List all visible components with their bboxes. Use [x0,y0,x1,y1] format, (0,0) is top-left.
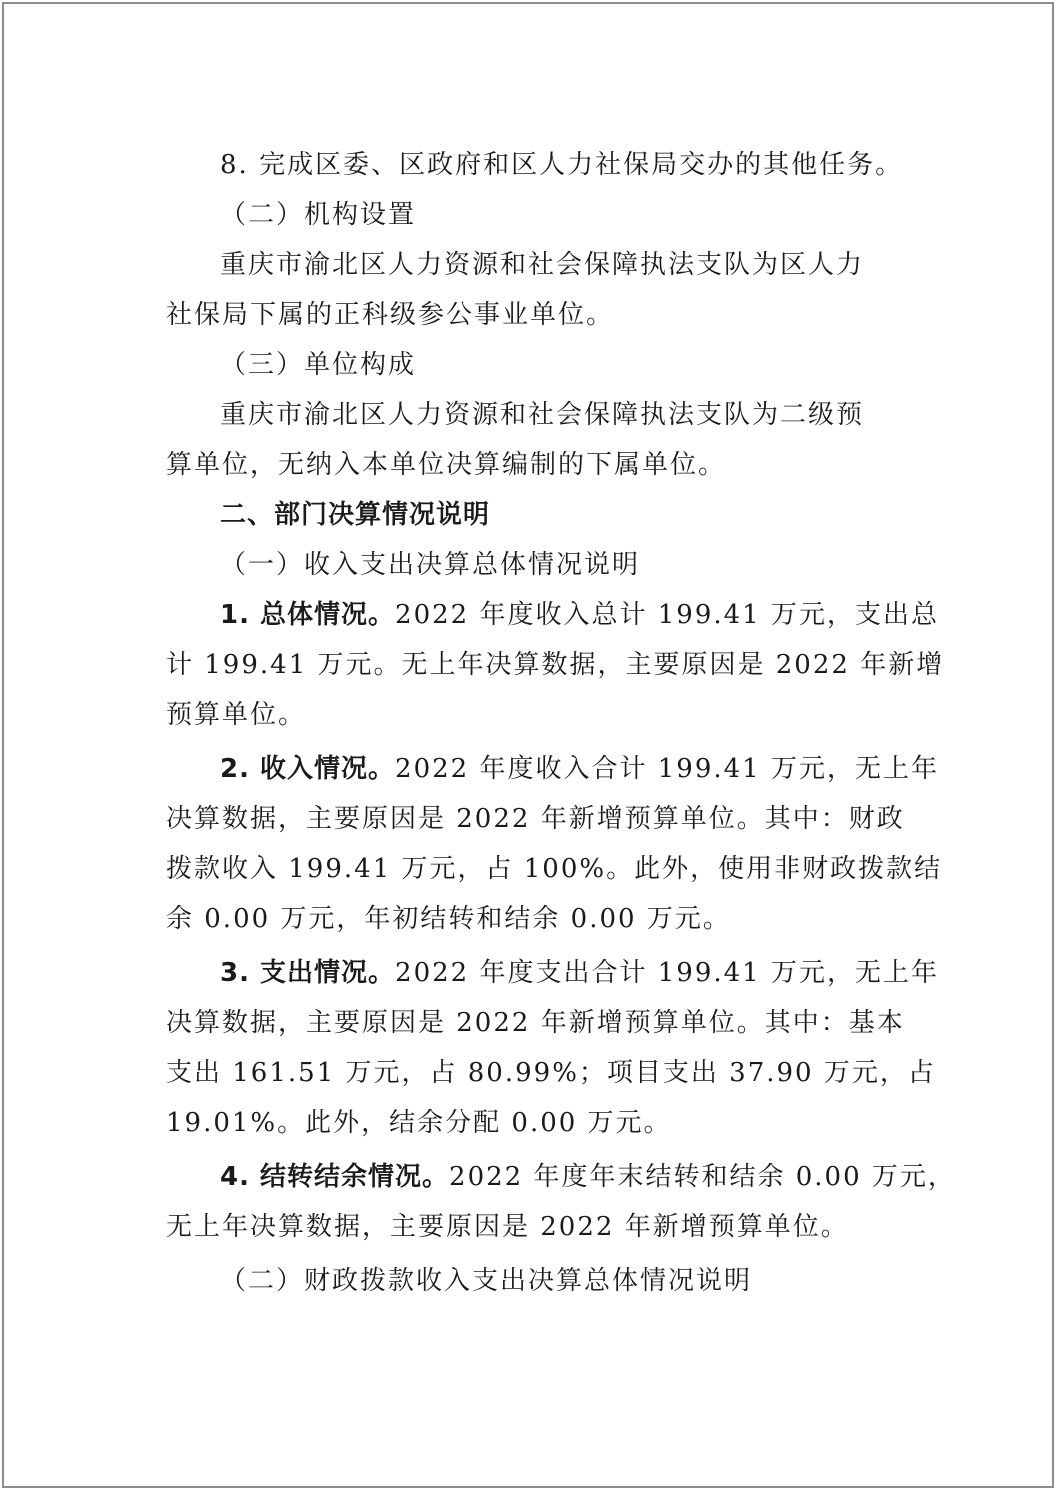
paragraph-task-8: 8. 完成区委、区政府和区人力社保局交办的其他任务。 [220,150,904,180]
text-overall: 2022 年度收入总计 199.41 万元，支出总 [395,600,939,630]
paragraph-org-setup-line2: 社保局下属的正科级参公事业单位。 [166,300,615,330]
paragraph-expense-line4: 19.01%。此外，结余分配 0.00 万元。 [166,1108,672,1138]
paragraph-income-line2: 决算数据，主要原因是 2022 年新增预算单位。其中：财政 [166,804,905,834]
paragraph-expense-line3: 支出 161.51 万元，占 80.99%；项目支出 37.90 万元，占 [166,1058,936,1088]
paragraph-org-setup-line1: 重庆市渝北区人力资源和社会保障执法支队为区人力 [220,250,865,280]
paragraph-income-line1 [166,744,939,794]
paragraph-overall-line3: 预算单位。 [166,700,307,730]
label-income: 2. 收入情况。 [220,754,396,784]
subheading-overall-income-expense: （一）收入支出决算总体情况说明 [220,550,641,580]
subheading-unit-composition: （三）单位构成 [220,350,417,380]
paragraph-expense-line2: 决算数据，主要原因是 2022 年新增预算单位。其中：基本 [166,1008,905,1038]
label-expense: 3. 支出情况。 [220,958,396,988]
label-carryover: 4. 结转结余情况。 [220,1162,450,1192]
paragraph-carryover-line2: 无上年决算数据，主要原因是 2022 年新增预算单位。 [166,1212,849,1242]
paragraph-income-line3: 拨款收入 199.41 万元，占 100%。此外，使用非财政拨款结 [166,854,943,884]
paragraph-unit-composition-line2: 算单位，无纳入本单位决算编制的下属单位。 [166,450,727,480]
subheading-org-setup: （二）机构设置 [220,200,417,230]
text-expense: 2022 年度支出合计 199.41 万元，无上年 [395,958,939,988]
section-heading-final-accounts: 二、部门决算情况说明 [220,500,491,530]
paragraph-carryover-line1 [166,1152,956,1202]
document-body [166,140,956,1306]
text-carryover: 2022 年度年末结转和结余 0.00 万元， [449,1162,956,1192]
text-income: 2022 年度收入合计 199.41 万元，无上年 [395,754,939,784]
paragraph-expense-line1 [166,948,939,998]
paragraph-overall-line2: 计 199.41 万元。无上年决算数据，主要原因是 2022 年新增 [166,650,945,680]
paragraph-income-line4: 余 0.00 万元，年初结转和结余 0.00 万元。 [166,904,731,934]
paragraph-unit-composition-line1: 重庆市渝北区人力资源和社会保障执法支队为二级预 [220,400,865,430]
paragraph-overall-line1 [166,590,939,640]
label-overall: 1. 总体情况。 [220,600,396,630]
subheading-fiscal-appropriation: （二）财政拨款收入支出决算总体情况说明 [220,1266,753,1296]
